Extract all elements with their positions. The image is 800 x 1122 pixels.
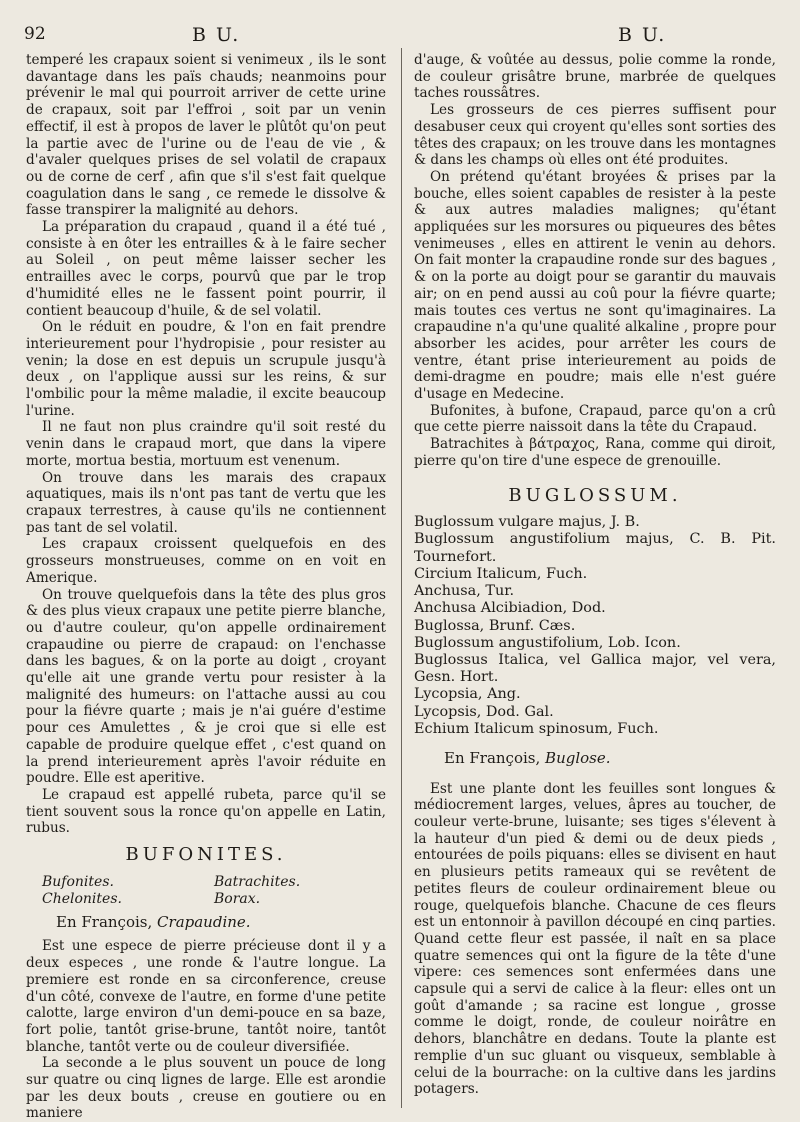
left-column bbox=[26, 52, 386, 1122]
synonym: Borax. bbox=[214, 890, 261, 907]
french-name-line bbox=[26, 914, 386, 931]
synonym: Batrachites. bbox=[214, 873, 301, 890]
paragraph: d'auge, & voûtée au dessus, polie comme la ronde, de couleur grisâtre brune, marbrée de quelques taches roussâtres. bbox=[414, 52, 776, 102]
paragraph: Batrachites à βάτραχος, Rana, comme qui diroit, pierre qu'on tire d'une espece de grenouille. bbox=[414, 436, 776, 469]
synonym: Anchusa, Tur. bbox=[414, 583, 515, 600]
synonym: Lycopsia, Ang. bbox=[414, 686, 521, 703]
synonym: Circium Italicum, Fuch. bbox=[414, 565, 588, 582]
section-title: BUGLOSSUM. bbox=[508, 484, 682, 506]
french-name-line bbox=[414, 750, 776, 767]
synonym: Buglossa, Brunf. Cæs. bbox=[414, 617, 576, 634]
french-name: Crapaudine. bbox=[157, 912, 251, 931]
paragraph: On trouve quelquefois dans la tête des plus gros & des plus vieux crapaux une petite pierre blanche, ou d'autre couleur, qu'on appelle ordinairement crapaudine ou pierre de crapaud: on l'enchasse dans les bagues, & on la porte au doigt , croyant qu'elle ait une grande vertu pour resister à la malignité des humeurs: on l'attache aussi au cou pour la fiévre quarte ; mais je n'ai guére d'estime pour ces Amulettes , & je croi que si elle est capable de produire quelque effet , c'est quand on la prend interieurement après l'avoir réduite en poudre. Elle est aperitive. bbox=[26, 586, 386, 787]
synonym: Buglossus Italica, vel Gallica major, vel vera, Gesn. Hort. bbox=[414, 651, 776, 686]
paragraph: Il ne faut non plus craindre qu'il soit resté du venin dans le crapaud mort, que dans la vipere morte, mortua bestia, mortuum est venenum. bbox=[26, 419, 386, 469]
synonym: Buglossum vulgare majus, J. B. bbox=[414, 514, 640, 531]
right-running-head: B U. bbox=[618, 24, 667, 46]
paragraph: Est une espece de pierre précieuse dont il y a deux especes , une ronde & l'autre longue. La premiere est ronde en sa circonference, creuse d'un côté, convexe de l'autre, en forme d'une petite calotte, large environ d'un demi-pouce en sa baze, fort polie, tantôt grise-brune, tantôt noire, tantôt blanche, tantôt verte ou de couleur diversifiée. bbox=[26, 938, 386, 1055]
paragraph: Les crapaux croissent quelquefois en des grosseurs monstrueuses, comme on en voit en Amerique. bbox=[26, 536, 386, 586]
section-title: BUFONITES. bbox=[125, 844, 287, 866]
paragraph: Est une plante dont les feuilles sont longues & médiocrement larges, velues, âpres au toucher, de couleur verte-brune, luisante; ses tiges s'élevent à la hauteur d'un pied & demi ou de deux pieds , entourées de poils piquans: elles se divisent en haut en plusieurs petits rameaux qui se revêtent de petites fleurs de couleur ordinairement bleue ou rouge, quelquefois blanche. Chacune de ces fleurs est un entonnoir à pavillon découpé en cinq parties. Quand cette fleur est passée, il naît en sa place quatre semences qui ont la figure de la tête d'une vipere: ces semences sont enfermées dans une capsule qui a servi de calice à la fleur: elles ont un goût d'amande ; sa racine est longue , grosse comme le doigt, ronde, de couleur noirâtre en dehors, blanchâtre en dedans. Toute la plante est remplie d'un suc gluant ou visqueux, semblable à celui de la bourrache: on la cultive dans les jardins potagers. bbox=[414, 780, 776, 1098]
left-running-head: B U. bbox=[192, 24, 241, 46]
paragraph: Les grosseurs de ces pierres suffisent pour desabuser ceux qui croyent qu'elles sont sorties des têtes des crapaux; on les trouve dans les montagnes & dans les champs où elles ont été produites. bbox=[414, 102, 776, 169]
column-divider bbox=[401, 48, 402, 1108]
synonym-list bbox=[414, 514, 776, 738]
french-label: En François, bbox=[56, 912, 153, 931]
synonym: Echium Italicum spinosum, Fuch. bbox=[414, 720, 659, 737]
paragraph: Bufonites, à bufone, Crapaud, parce qu'on a crû que cette pierre naissoit dans la tête du Crapaud. bbox=[414, 402, 776, 436]
paragraph: La préparation du crapaud , quand il a été tué , consiste à en ôter les entrailles & à le faire secher au Soleil , on peut même laisser secher les entrailles avec le corps, pourvû que par le trop d'humidité elles ne le fassent point pourrir, il contient beaucoup d'huile, & de sel volatil. bbox=[26, 219, 386, 319]
french-name: Buglose. bbox=[545, 748, 611, 767]
paragraph: On prétend qu'étant broyées & prises par la bouche, elles soient capables de resister à la peste & aux autres maladies malignes; qu'étant appliquées sur les morsures ou piqueures des bêtes venimeuses , elles en attirent le venin au dehors. On fait monter la crapaudine ronde sur des bagues , & on la porte au doigt pour se garantir du mauvais air; on en pend aussi au coû pour la fiévre quarte; mais toutes ces vertus ne sont qu'imaginaires. La crapaudine n'a qu'une qualité alkaline , propre pour absorber les acides, pour arrêter les cours de ventre, étant prise interieurement au poids de demi-dragme en poudre; mais elle n'est guére d'usage en Medecine. bbox=[414, 168, 776, 403]
synonym: Lycopsis, Dod. Gal. bbox=[414, 703, 554, 720]
paragraph: La seconde a le plus souvent un pouce de long sur quatre ou cinq lignes de large. Elle est arondie par les deux bouts , creuse en goutiere ou en maniere bbox=[26, 1055, 386, 1122]
page-number: 92 bbox=[24, 24, 46, 44]
synonym: Anchusa Alcibiadion, Dod. bbox=[414, 600, 606, 617]
synonym-list bbox=[26, 874, 386, 908]
synonym: Buglossum angustifolium majus, C. B. Pit. Tournefort. bbox=[414, 531, 776, 565]
french-label: En François, bbox=[444, 748, 541, 767]
right-column bbox=[414, 52, 776, 1098]
paragraph: Le crapaud est appellé rubeta, parce qu'il se tient souvent sous la ronce qu'on appelle en Latin, rubus. bbox=[26, 786, 386, 837]
paragraph: On le réduit en poudre, & l'on en fait prendre interieurement pour l'hydropisie , pour resister au venin; la dose en est depuis un scrupule jusqu'à deux , on l'applique aussi sur les reins, & sur l'ombilic pour la même maladie, il excite beaucoup l'urine. bbox=[26, 319, 386, 419]
synonym: Chelonites. bbox=[42, 890, 122, 907]
synonym: Buglossum angustifolium, Lob. Icon. bbox=[414, 634, 681, 651]
paragraph: temperé les crapaux soient si venimeux , ils le sont davantage dans les païs chauds; neanmoins pour prévenir le mal qui pourroit arriver de cette urine de crapaux, soit par l'effroi , soit par un venin effectif, il est à propos de laver le plûtôt qu'on peut la partie avec de l'urine ou de l'eau de vie , & d'avaler quelques prises de sel volatil de crapaux ou de corne de cerf , afin que s'il s'est fait quelque coagulation dans le sang , ce remede le dissolve & fasse transpirer la malignité au dehors. bbox=[26, 52, 386, 219]
synonym: Bufonites. bbox=[42, 873, 114, 890]
paragraph: On trouve dans les marais des crapaux aquatiques, mais ils n'ont pas tant de vertu que les crapaux terrestres, à cause qu'ils ne contiennent pas tant de sel volatil. bbox=[26, 469, 386, 536]
